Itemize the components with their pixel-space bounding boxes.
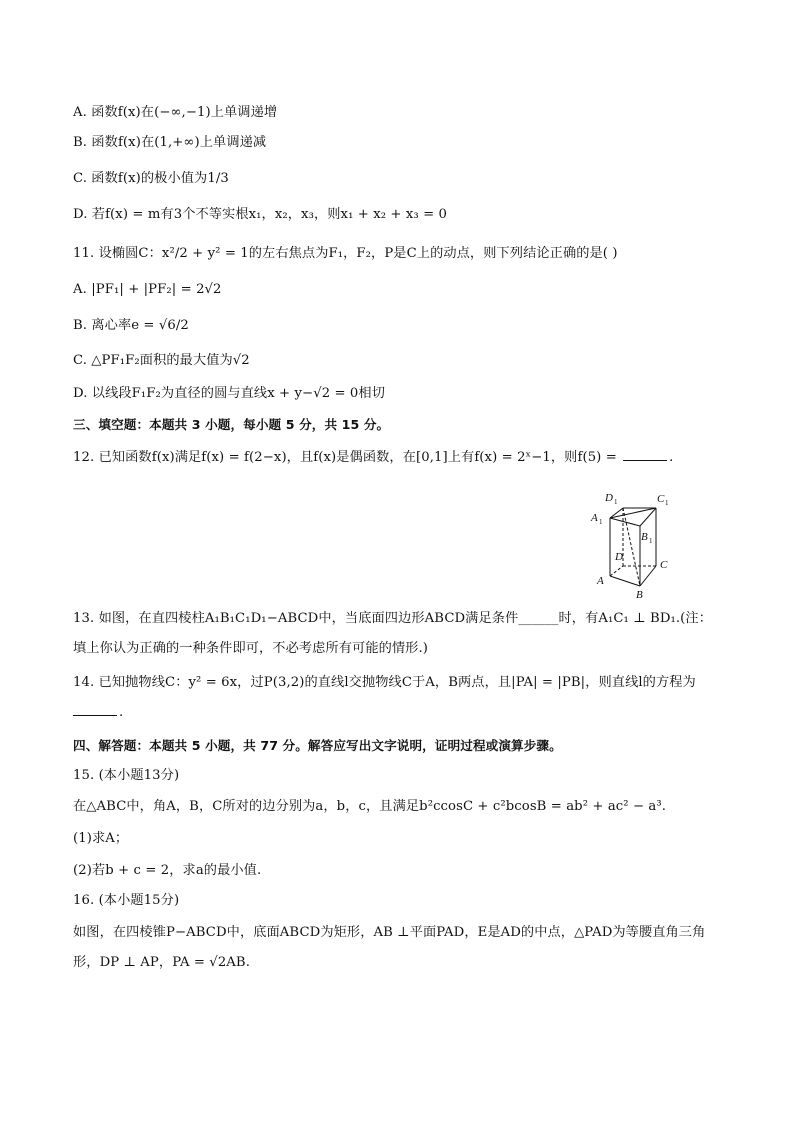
option-10c: C. 函数f(x)的极小值为1/3 <box>73 171 229 186</box>
svg-text:1: 1 <box>599 518 603 526</box>
option-11d: D. 以线段F₁F₂为直径的圆与直线x + y−√2 = 0相切 <box>73 386 385 401</box>
question-13: 13. 如图，在直四棱柱A₁B₁C₁D₁−ABCD中，当底面四边形ABCD满足条件______时，有A₁C₁ ⊥ BD₁.(注：填上你认为正确的一种条件即可，不必考虑所有可能的情形.) <box>73 611 712 656</box>
svg-text:1: 1 <box>665 499 669 507</box>
label-a1: A <box>591 512 598 524</box>
label-b: B <box>636 589 643 600</box>
question-14: 14. 已知抛物线C：y² = 6x，过P(3,2)的直线l交抛物线C于A，B两点，且|PA| = |PB|，则直线l的方程为 . <box>73 675 696 720</box>
option-11a: A. |PF₁| + |PF₂| = 2√2 <box>73 282 222 297</box>
label-d1: D <box>605 492 613 504</box>
option-10a: A. 函数f(x)在(−∞,−1)上单调递增 <box>73 105 278 120</box>
label-b1: B <box>641 531 648 543</box>
option-11b: B. 离心率e = √6/2 <box>73 318 189 333</box>
svg-text:1: 1 <box>614 498 618 506</box>
question-15-part2: (2)若b + c = 2，求a的最小值. <box>73 863 262 878</box>
question-14-text: 14. 已知抛物线C：y² = 6x，过P(3,2)的直线l交抛物线C于A，B两点，且|PA| = |PB|，则直线l的方程为 <box>73 675 696 690</box>
section-3-heading: 三、填空题：本题共 3 小题，每小题 5 分，共 15 分。 <box>73 417 390 432</box>
question-12: 12. 已知函数f(x)满足f(x) = f(2−x)，且f(x)是偶函数，在[0,1]上有f(x) = 2ˣ−1，则f(5) = . <box>73 450 674 465</box>
option-10d: D. 若f(x) = m有3个不等实根x₁，x₂，x₃，则x₁ + x₂ + x₃ = 0 <box>73 207 448 222</box>
option-10b: B. 函数f(x)在(1,+∞)上单调递减 <box>73 135 267 150</box>
question-16-text: 如图，在四棱锥P−ABCD中，底面ABCD为矩形，AB ⊥平面PAD，E是AD的中点，△PAD为等腰直角三角形，DP ⊥ AP，PA = √2AB. <box>73 925 706 970</box>
question-12-text: 12. 已知函数f(x)满足f(x) = f(2−x)，且f(x)是偶函数，在[0,1]上有f(x) = 2ˣ−1，则f(5) = <box>73 450 617 465</box>
question-15-header: 15. (本小题13分) <box>73 768 180 783</box>
question-16-header: 16. (本小题15分) <box>73 893 180 908</box>
question-11: 11. 设椭圆C：x²/2 + y² = 1的左右焦点为F₁，F₂，P是C上的动点，则下列结论正确的是( ) <box>73 246 618 261</box>
label-d: D <box>615 551 623 563</box>
answer-blank-14[interactable] <box>73 703 117 716</box>
svg-text:1: 1 <box>649 537 653 545</box>
section-4-heading: 四、解答题：本题共 5 小题，共 77 分。解答应写出文字说明，证明过程或演算步骤。 <box>73 738 562 753</box>
prism-figure <box>588 488 678 600</box>
option-11c: C. △PF₁F₂面积的最大值为√2 <box>73 353 250 368</box>
label-a: A <box>597 575 604 587</box>
answer-blank-12[interactable] <box>623 448 667 461</box>
prism-diagram <box>588 488 678 600</box>
label-c: C <box>660 559 668 571</box>
question-15-part1: (1)求A； <box>73 831 129 846</box>
question-15-text: 在△ABC中，角A，B，C所对的边分别为a，b，c，且满足b²ccosC + c²bcosB = ab² + ac² − a³. <box>73 799 667 814</box>
label-c1: C <box>657 493 665 505</box>
